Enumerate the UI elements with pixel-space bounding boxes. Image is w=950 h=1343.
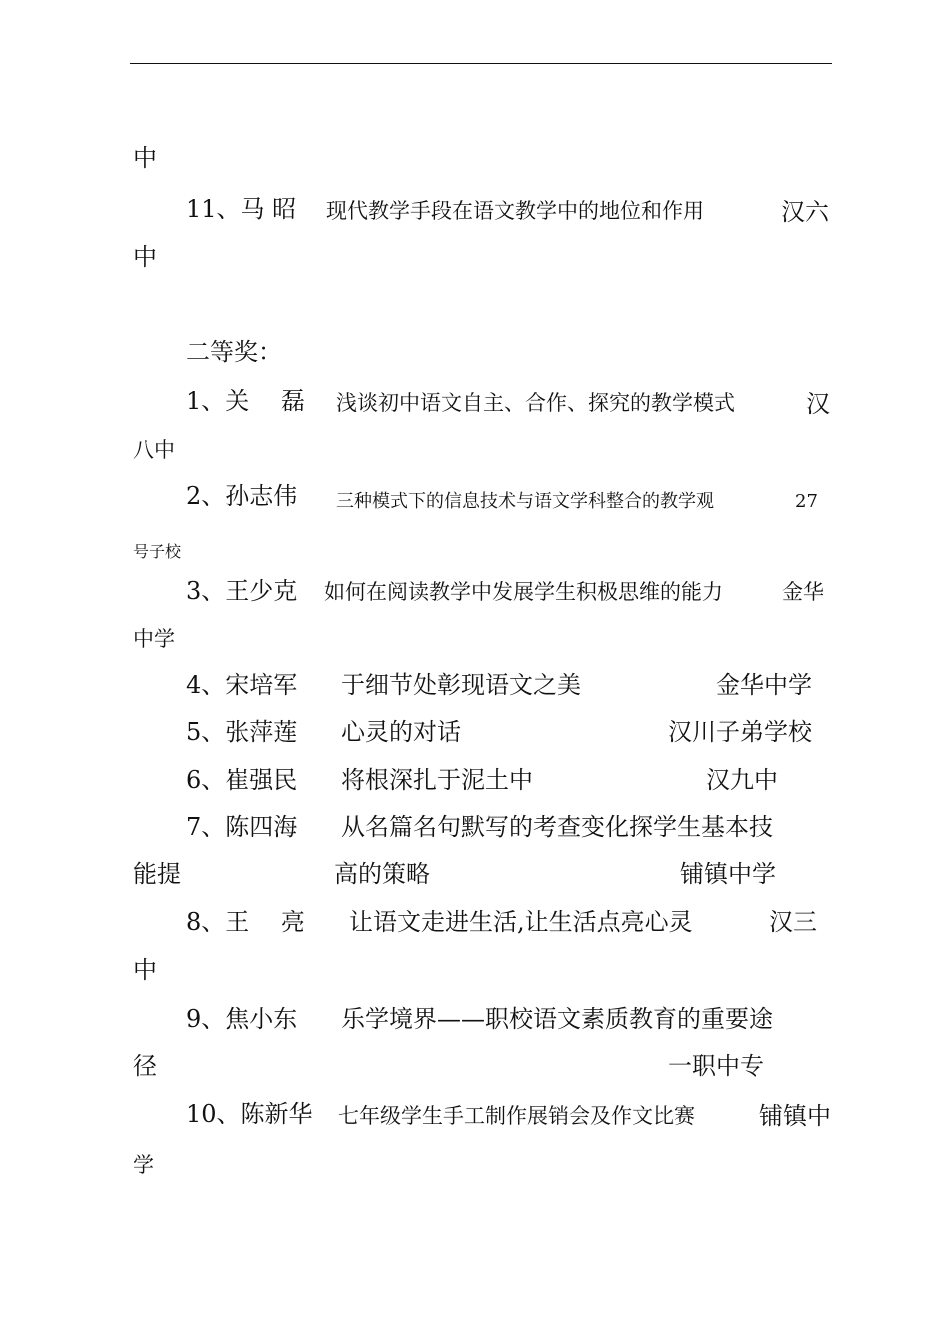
entry-title: 七年级学生手工制作展销会及作文比赛 (338, 1104, 695, 1128)
entry-title: 现代教学手段在语文教学中的地位和作用 (326, 199, 704, 223)
entry-school: 一职中专 (668, 1052, 764, 1080)
entry-title: 如何在阅读教学中发展学生积极思维的能力 (324, 580, 723, 604)
entry-school: 金华中学 (716, 671, 812, 699)
entry-school: 汉川子弟学校 (668, 718, 812, 746)
continuation-text: 中 (133, 144, 157, 172)
entry-school: 汉六 (781, 198, 829, 226)
entry-school-cont: 学 (133, 1153, 154, 1177)
entry-number-name: 8、王 亮 (186, 908, 305, 936)
entry-number-name: 3、王少克 (186, 577, 298, 605)
entry-number-name: 11、马 昭 (186, 195, 297, 223)
entry-number-name: 1、关 磊 (186, 387, 305, 415)
entry-school-cont: 中 (133, 243, 157, 271)
entry-title: 三种模式下的信息技术与语文学科整合的教学观 (336, 491, 714, 512)
entry-school: 铺镇中 (759, 1102, 831, 1130)
entry-number-name: 9、焦小东 (186, 1005, 298, 1033)
entry-school: 汉三 (769, 908, 817, 936)
entry-number-name: 4、宋培军 (186, 671, 298, 699)
entry-number-name: 10、陈新华 (186, 1100, 313, 1128)
entry-title: 从名篇名句默写的考查变化探学生基本技 (341, 813, 773, 841)
entry-title: 于细节处彰现语文之美 (341, 671, 581, 699)
entry-number-name: 7、陈四海 (186, 813, 298, 841)
entry-title: 浅谈初中语文自主、合作、探究的教学模式 (336, 391, 735, 415)
section-heading: 二等奖： (186, 338, 282, 366)
entry-school: 汉九中 (706, 766, 778, 794)
entry-school: 27 (795, 491, 818, 512)
entry-title-cont: 径 (133, 1052, 157, 1080)
entry-title: 将根深扎于泥土中 (341, 766, 533, 794)
entry-school-cont: 中学 (133, 627, 175, 651)
entry-title: 乐学境界——职校语文素质教育的重要途 (341, 1005, 773, 1033)
entry-school-cont: 号子校 (133, 542, 182, 561)
header-rule (130, 63, 832, 64)
entry-school-cont: 八中 (133, 438, 175, 462)
entry-title-cont: 高的策略 (334, 860, 430, 888)
entry-title-cont: 能提 (133, 860, 181, 888)
entry-title: 心灵的对话 (341, 718, 461, 746)
entry-title: 让语文走进生活,让生活点亮心灵 (349, 908, 693, 936)
entry-school: 铺镇中学 (680, 860, 776, 888)
entry-school: 汉 (806, 390, 830, 418)
entry-school-cont: 中 (133, 956, 157, 984)
entry-school: 金华 (782, 580, 824, 604)
entry-number-name: 5、张萍莲 (186, 718, 298, 746)
entry-number-name: 2、孙志伟 (186, 482, 298, 510)
entry-number-name: 6、崔强民 (186, 766, 298, 794)
